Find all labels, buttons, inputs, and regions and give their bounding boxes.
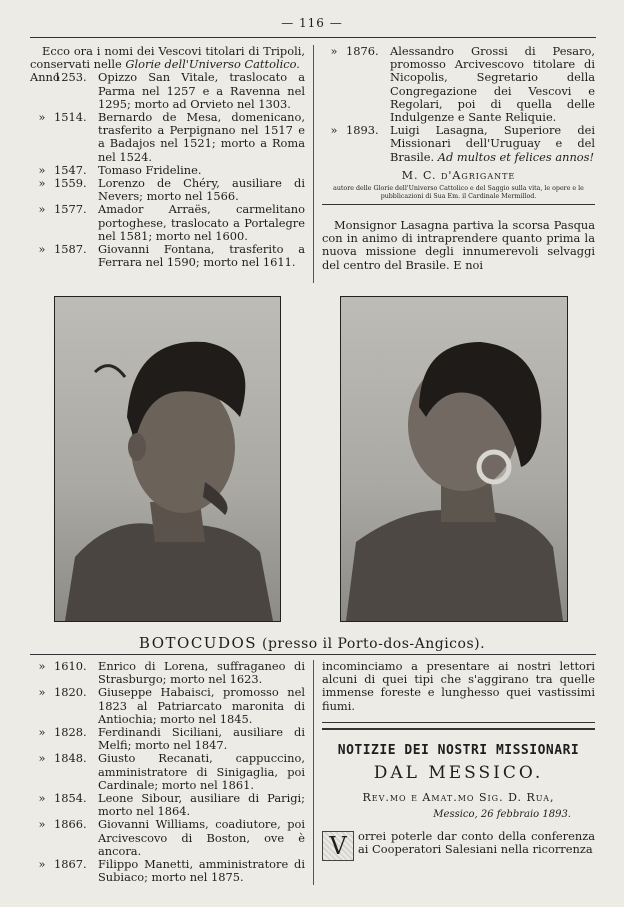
- entry-year: 1820.: [54, 685, 87, 700]
- entry-year: 1867.: [54, 857, 87, 872]
- list-item: [30, 686, 305, 726]
- list-item: [30, 660, 305, 686]
- list-item: » 1893. Luigi Lasagna, Superiore dei Missionari dell'Uruguay e del Brasile. Ad multos et felices annos!: [330, 123, 595, 164]
- entry-year: 1848.: [54, 751, 87, 766]
- section-subheading: DAL MESSICO.: [373, 763, 544, 784]
- list-item: [30, 203, 305, 243]
- letter-body: V orrei poterle dar conto della conferenza ai Cooperatori Salesiani nella ricorrenza: [322, 830, 595, 856]
- entry-year: 1547.: [54, 162, 87, 177]
- entry-text: Enrico di Lorena, suffraganeo di Strasburgo; morto nel 1623.: [98, 659, 305, 687]
- entry-marker: »: [38, 725, 46, 740]
- entry-text: Giuseppe Habaisci, promosso nel 1823 al Patriarcato maronita di Antiochia; morto nel 1845.: [98, 685, 305, 726]
- entry-text: Filippo Manetti, amministratore di Subiaco; morto nel 1875.: [98, 857, 305, 885]
- bishop-list-right: [322, 45, 595, 164]
- list-item: [30, 243, 305, 269]
- entry-marker: »: [38, 791, 46, 806]
- intro-readers-paragraph: incominciamo a presentare ai nostri lettori alcuni di quei tipi che s'aggirano tra quelle immense foreste e lunghesso quei vastissimi fiumi.: [322, 659, 595, 713]
- photo-caption: [0, 634, 624, 652]
- list-item: [30, 71, 305, 111]
- entry-year: 1559.: [54, 176, 87, 191]
- lasagna-paragraph: Monsignor Lasagna partiva la scorsa Pasqua con in animo di intraprendere quanto prima la nuova missione degli innumerevoli selvaggi del centro del Brasile. E noi: [322, 218, 595, 272]
- entry-text: Ferdinandi Siciliani, ausiliare di Melfi; morto nel 1847.: [98, 725, 305, 753]
- entry-year: 1514.: [54, 110, 87, 125]
- caption-sub: (presso il Porto-dos-Angicos).: [262, 636, 486, 652]
- entry-text: Giovanni Williams, coadiutore, poi Arcivescovo di Boston, ove è ancora.: [98, 817, 305, 858]
- drop-cap: V: [322, 831, 354, 861]
- bishop-list-top: [30, 71, 305, 269]
- entry-year: 1577.: [54, 202, 87, 217]
- list-item: [30, 818, 305, 858]
- entry-marker: »: [38, 242, 46, 257]
- page-number: — 116 —: [281, 16, 343, 30]
- list-item: [30, 111, 305, 164]
- section-rule: [322, 204, 595, 205]
- entry-marker: »: [38, 685, 46, 700]
- portrait-right-image: [341, 297, 567, 621]
- entry-text: Tomaso Frideline.: [98, 162, 202, 177]
- left-top-column: [30, 45, 305, 269]
- list-item: [30, 792, 305, 818]
- signature-note: autore delle Glorie dell'Universo Cattolico e del Saggio sulla vita, le opere e le pubblicazioni di Sua Em. il Cardinale Mermillod.: [333, 185, 584, 200]
- caption-main: BOTOCUDOS: [138, 634, 258, 652]
- bishop-list-bottom: [30, 660, 305, 884]
- entry-text: Lorenzo de Chéry, ausiliare di Nevers; morto nel 1566.: [98, 176, 305, 204]
- entry-text: Giovanni Fontana, trasferito a Ferrara nel 1590; morto nel 1611.: [98, 242, 305, 270]
- entry-year: 1610.: [54, 659, 87, 673]
- entry-text: Opizzo San Vitale, traslocato a Parma nel 1257 e a Ravenna nel 1295; morto ad Orvieto nel 1303.: [98, 70, 305, 111]
- header-rule: [30, 37, 596, 38]
- caption-rule: [30, 654, 596, 655]
- ornament-rule: [322, 722, 595, 730]
- letter-dateline: Messico, 26 febbraio 1893.: [433, 809, 571, 821]
- entry-text: Leone Sibour, ausiliare di Parigi; morto nel 1864.: [98, 791, 305, 819]
- left-bottom-column: [30, 660, 305, 884]
- column-separator-top: [313, 45, 314, 283]
- entry-year: 1854.: [54, 791, 87, 806]
- entry-marker: »: [38, 659, 46, 673]
- entry-marker: »: [38, 817, 46, 832]
- entry-marker: »: [38, 857, 46, 872]
- right-top-column: [322, 45, 595, 272]
- entry-text: Amador Arraës, carmelitano portoghese, traslocato a Portalegre nel 1581; morto nel 1600.: [98, 202, 305, 243]
- column-separator-bottom: [313, 660, 314, 885]
- intro-paragraph: Ecco ora i nomi dei Vescovi titolari di Tripoli, conservati nelle Glorie dell'Universo Cattolico.: [30, 44, 305, 72]
- list-item: [30, 858, 305, 884]
- section-heading: NOTIZIE DEI NOSTRI MISSIONARI: [337, 742, 580, 758]
- entry-marker: »: [38, 202, 46, 217]
- entry-year: 1587.: [54, 242, 87, 257]
- signature: M. C. d'Agrigante: [401, 168, 516, 182]
- right-bottom-column: [322, 660, 595, 861]
- entry-year: 1866.: [54, 817, 87, 832]
- intro-italic-title: Glorie dell'Universo Cattolico.: [125, 57, 300, 72]
- entry-marker: »: [38, 751, 46, 766]
- letter-salutation: Rev.mo e Amat.mo Sig. D. Rua,: [362, 791, 555, 805]
- list-item: [30, 726, 305, 752]
- entry-marker: »: [38, 110, 46, 125]
- entry-text: Giusto Recanati, cappuccino, amministratore di Sinigaglia, poi Cardinale; morto nel 1861.: [98, 751, 305, 792]
- entry-year: 1253.: [54, 70, 87, 85]
- list-item: » 1876. Alessandro Grossi di Pesaro, promosso Arcivescovo titolare di Nicopolis, Segretario della Congregazione dei Vescovi e Regolari, poi di quella delle Indulgenze e Sante Reliquie.: [330, 44, 595, 125]
- entry-text: Bernardo de Mesa, domenicano, trasferito a Perpignano nel 1517 e a Badajos nel 1521; morto a Roma nel 1524.: [98, 110, 305, 164]
- list-item: [30, 177, 305, 203]
- photo-botocudo-man: [54, 296, 281, 622]
- list-item: [30, 752, 305, 792]
- portrait-left-image: [55, 297, 280, 621]
- entry-marker: »: [38, 162, 46, 177]
- photo-botocudo-woman: [340, 296, 568, 622]
- entry-marker: Anno: [30, 70, 60, 85]
- entry-marker: »: [38, 176, 46, 191]
- entry-year: 1828.: [54, 725, 87, 740]
